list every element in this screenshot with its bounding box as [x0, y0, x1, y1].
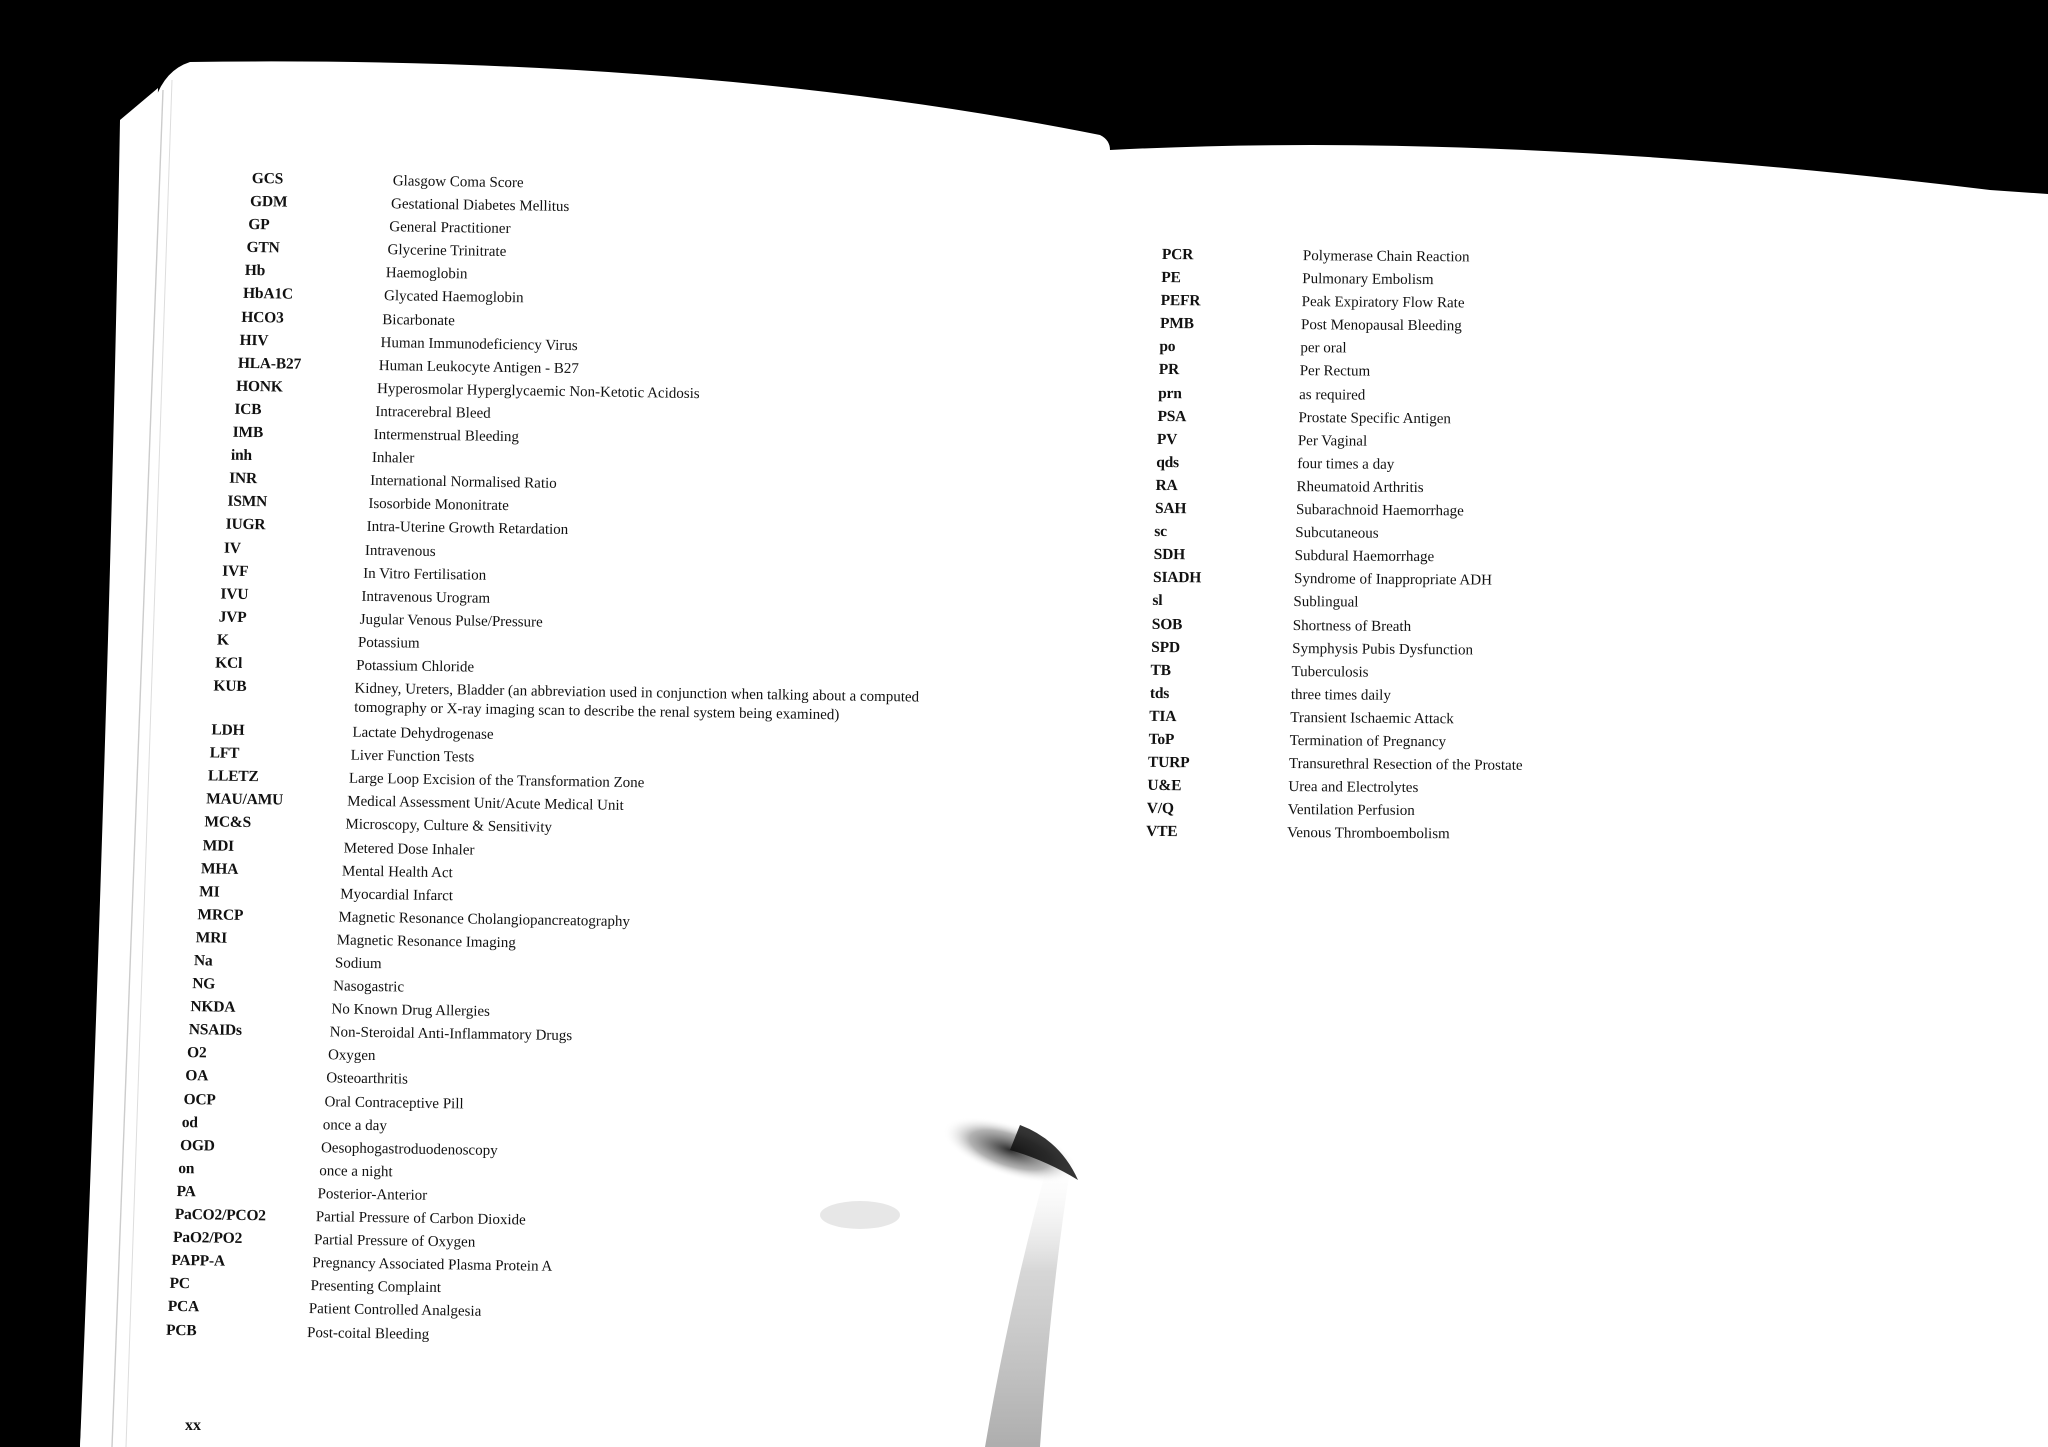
abbreviation: Na: [193, 952, 213, 970]
definition: Mental Health Act: [341, 863, 453, 881]
abbreviation: po: [1159, 338, 1176, 356]
definition: Presenting Complaint: [310, 1278, 442, 1297]
abbreviation: PCB: [165, 1321, 197, 1339]
definition: Intra-Uterine Growth Retardation: [366, 519, 569, 539]
definition: Lactate Dehydrogenase: [352, 724, 494, 743]
abbreviation: od: [181, 1113, 198, 1131]
abbreviation: NSAIDs: [188, 1021, 242, 1040]
abbreviation: LFT: [209, 744, 240, 763]
definition: once a night: [319, 1163, 393, 1181]
abbreviation: IVF: [222, 562, 249, 580]
glossary-entry: [1149, 728, 1523, 754]
glossary-entry: [1147, 797, 1523, 823]
abbreviation: qds: [1156, 453, 1179, 471]
abbreviation: MAU/AMU: [206, 790, 284, 809]
abbreviation: LLETZ: [207, 767, 259, 786]
definition: Posterior-Anterior: [317, 1186, 428, 1204]
definition: Haemoglobin: [385, 265, 468, 283]
abbreviation: TURP: [1147, 753, 1190, 772]
abbreviation: OCP: [183, 1090, 216, 1109]
abbreviation: MRI: [195, 929, 228, 947]
definition: General Practitioner: [389, 219, 511, 238]
abbreviation: GDM: [249, 193, 288, 211]
definition: Large Loop Excision of the Transformation Zone: [348, 770, 645, 792]
definition: Symphysis Pubis Dysfunction: [1292, 640, 1474, 659]
definition: Jugular Venous Pulse/Pressure: [359, 611, 543, 631]
abbreviation: MDI: [202, 836, 235, 855]
definition: Post-coital Bleeding: [306, 1324, 430, 1343]
definition: Oesophogastroduodenoscopy: [320, 1139, 498, 1159]
abbreviation: O2: [186, 1044, 207, 1062]
definition: Termination of Pregnancy: [1289, 732, 1447, 751]
definition: Intravenous: [364, 542, 436, 560]
right-page-glossary: [1146, 243, 1526, 846]
abbreviation: HCO3: [241, 308, 284, 327]
definition: Intermenstrual Bleeding: [373, 426, 520, 446]
abbreviation: TB: [1150, 661, 1171, 679]
definition: Microscopy, Culture & Sensitivity: [345, 816, 553, 837]
abbreviation: TIA: [1149, 707, 1177, 726]
abbreviation: HIV: [239, 331, 269, 349]
abbreviation: PE: [1161, 269, 1181, 287]
glossary-entry: [1159, 335, 1526, 361]
glossary-entry: [1157, 428, 1525, 454]
definition: Oral Contraceptive Pill: [324, 1093, 464, 1113]
abbreviation: Hb: [244, 262, 266, 280]
abbreviation: PAPP-A: [171, 1252, 226, 1270]
definition: Osteoarthritis: [326, 1070, 409, 1089]
definition: Shortness of Breath: [1292, 617, 1412, 635]
definition: Glasgow Coma Score: [392, 173, 524, 192]
abbreviation: inh: [230, 446, 253, 465]
definition: Human Immunodeficiency Virus: [380, 334, 578, 354]
definition: Intracerebral Bleed: [375, 403, 491, 422]
abbreviation: SDH: [1153, 546, 1186, 564]
abbreviation: MI: [199, 882, 220, 901]
definition: International Normalised Ratio: [370, 473, 557, 493]
definition: Potassium: [357, 634, 420, 652]
abbreviation: PR: [1158, 361, 1180, 379]
definition: Partial Pressure of Carbon Dioxide: [315, 1209, 526, 1229]
abbreviation: OGD: [179, 1136, 215, 1155]
glossary-entry: [1150, 682, 1523, 708]
definition: Sublingual: [1293, 594, 1359, 611]
abbreviation: SAH: [1154, 499, 1187, 518]
definition: once a day: [322, 1116, 388, 1134]
glossary-entry: [1148, 751, 1523, 777]
glossary-entry: [1157, 405, 1525, 431]
glossary-entry: [1149, 705, 1523, 731]
abbreviation: RA: [1155, 476, 1178, 495]
abbreviation: PCA: [167, 1298, 200, 1316]
definition: Myocardial Infarct: [340, 886, 454, 904]
glossary-entry: [1159, 358, 1526, 384]
definition: Hyperosmolar Hyperglycaemic Non-Ketotic Acidosis: [376, 380, 700, 402]
definition: Glycerine Trinitrate: [387, 242, 507, 261]
abbreviation: IVU: [220, 585, 249, 603]
abbreviation: GP: [248, 216, 270, 234]
glossary-entry: [1151, 636, 1523, 662]
definition: Patient Controlled Analgesia: [308, 1301, 482, 1321]
definition: Prostate Specific Antigen: [1298, 409, 1452, 427]
definition: Potassium Chloride: [356, 657, 475, 676]
page-number: xx: [185, 1417, 201, 1434]
glossary-entry: [1146, 820, 1522, 846]
abbreviation: NG: [192, 975, 216, 993]
definition: Human Leukocyte Antigen - B27: [378, 357, 579, 377]
definition: Metered Dose Inhaler: [343, 840, 475, 859]
definition: Peak Expiratory Flow Rate: [1301, 294, 1465, 312]
abbreviation: HONK: [236, 377, 283, 396]
definition: Pregnancy Associated Plasma Protein A: [312, 1255, 553, 1276]
abbreviation: SPD: [1151, 638, 1180, 656]
definition: Non-Steroidal Anti-Inflammatory Drugs: [329, 1024, 573, 1045]
glossary-entry: [1161, 266, 1526, 292]
glossary-entry: [1150, 659, 1523, 685]
abbreviation: ToP: [1148, 730, 1175, 749]
definition: No Known Drug Allergies: [331, 1001, 491, 1021]
definition: Per Rectum: [1299, 363, 1371, 381]
abbreviation: V/Q: [1146, 800, 1174, 818]
definition: Subcutaneous: [1295, 525, 1379, 542]
left-page-glossary: [165, 167, 1003, 1354]
abbreviation: sl: [1152, 592, 1163, 610]
abbreviation: PMB: [1159, 315, 1194, 333]
definition: per oral: [1300, 340, 1347, 357]
abbreviation: KUB: [213, 677, 247, 696]
definition: Transurethral Resection of the Prostate: [1288, 756, 1523, 774]
abbreviation: sc: [1154, 523, 1167, 541]
abbreviation: MRCP: [197, 906, 244, 924]
definition: Medical Assessment Unit/Acute Medical Unit: [347, 793, 624, 815]
abbreviation: tds: [1149, 684, 1170, 702]
definition: Glycated Haemoglobin: [383, 288, 524, 307]
abbreviation: MC&S: [204, 813, 252, 832]
definition: Subarachnoid Haemorrhage: [1295, 502, 1464, 520]
abbreviation: SIADH: [1153, 569, 1202, 587]
abbreviation: INR: [229, 469, 258, 488]
abbreviation: PaO2/PO2: [172, 1229, 243, 1248]
abbreviation: PaCO2/PCO2: [174, 1205, 266, 1225]
glossary-entry: [1152, 612, 1524, 638]
abbreviation: PA: [176, 1182, 196, 1201]
definition: Urea and Electrolytes: [1288, 779, 1419, 797]
definition: Kidney, Ureters, Bladder (an abbreviation used in conjunction when talking about a computed tomography or X-ray imaging scan to describe the renal system being examined): [354, 680, 920, 724]
abbreviation: VTE: [1146, 823, 1178, 841]
definition: Tuberculosis: [1291, 663, 1369, 681]
glossary-entry: [1155, 497, 1525, 523]
abbreviation: PCR: [1161, 245, 1194, 264]
definition: Polymerase Chain Reaction: [1302, 248, 1470, 266]
glossary-entry: [1147, 774, 1522, 800]
glossary-entry: [1156, 474, 1525, 500]
abbreviation: IUGR: [225, 516, 266, 534]
abbreviation: HbA1C: [242, 285, 294, 304]
definition: Magnetic Resonance Imaging: [336, 932, 516, 952]
glossary-entry: [1154, 520, 1524, 546]
definition: Nasogastric: [333, 978, 405, 996]
abbreviation: PV: [1156, 430, 1178, 448]
abbreviation: PSA: [1157, 407, 1187, 425]
abbreviation: GTN: [246, 239, 280, 257]
abbreviation: SOB: [1151, 615, 1183, 633]
definition: Sodium: [334, 955, 382, 973]
abbreviation: prn: [1158, 384, 1182, 402]
abbreviation: ICB: [234, 400, 262, 419]
abbreviation: NKDA: [190, 998, 236, 1017]
abbreviation: ISMN: [227, 492, 268, 511]
glossary-entry: [1156, 451, 1525, 477]
definition: Transient Ischaemic Attack: [1290, 709, 1454, 728]
definition: four times a day: [1297, 455, 1395, 473]
abbreviation: IMB: [232, 423, 264, 442]
abbreviation: PEFR: [1160, 292, 1201, 310]
definition: as required: [1299, 386, 1366, 404]
definition: Inhaler: [371, 450, 415, 467]
glossary-entry: [1154, 543, 1525, 569]
definition: Oxygen: [327, 1047, 376, 1065]
abbreviation: PC: [169, 1275, 190, 1293]
glossary-entry: [1152, 589, 1524, 615]
definition: Subdural Haemorrhage: [1294, 548, 1435, 566]
definition: Magnetic Resonance Cholangiopancreatography: [338, 909, 631, 930]
abbreviation: KCl: [215, 654, 243, 672]
definition: Partial Pressure of Oxygen: [313, 1232, 476, 1251]
abbreviation: HLA-B27: [237, 354, 302, 373]
definition: Intravenous Urogram: [361, 588, 491, 607]
definition: Ventilation Perfusion: [1287, 802, 1415, 820]
definition: Pulmonary Embolism: [1302, 271, 1434, 289]
definition: Liver Function Tests: [350, 747, 475, 766]
definition: In Vitro Fertilisation: [363, 565, 487, 584]
glossary-entry: [1158, 382, 1526, 408]
glossary-entry: [1153, 566, 1524, 592]
definition: Isosorbide Mononitrate: [368, 496, 509, 515]
abbreviation: U&E: [1147, 777, 1182, 795]
glossary-entry: [1160, 312, 1526, 338]
definition: Gestational Diabetes Mellitus: [390, 196, 570, 216]
definition: Venous Thromboembolism: [1287, 825, 1450, 843]
definition: Syndrome of Inappropriate ADH: [1294, 571, 1492, 589]
abbreviation: K: [216, 631, 229, 649]
definition: Bicarbonate: [382, 311, 455, 329]
definition: Rheumatoid Arthritis: [1296, 479, 1424, 496]
abbreviation: OA: [185, 1067, 209, 1085]
definition: Post Menopausal Bleeding: [1300, 317, 1462, 335]
abbreviation: MHA: [200, 859, 239, 878]
abbreviation: IV: [223, 539, 241, 557]
abbreviation: JVP: [218, 608, 247, 626]
glossary-entry: [1162, 243, 1527, 269]
abbreviation: LDH: [211, 721, 245, 740]
abbreviation: on: [178, 1159, 195, 1178]
definition: three times daily: [1290, 686, 1391, 704]
abbreviation: GCS: [251, 169, 284, 188]
definition: Per Vaginal: [1297, 432, 1368, 450]
glossary-entry: [1161, 289, 1527, 315]
